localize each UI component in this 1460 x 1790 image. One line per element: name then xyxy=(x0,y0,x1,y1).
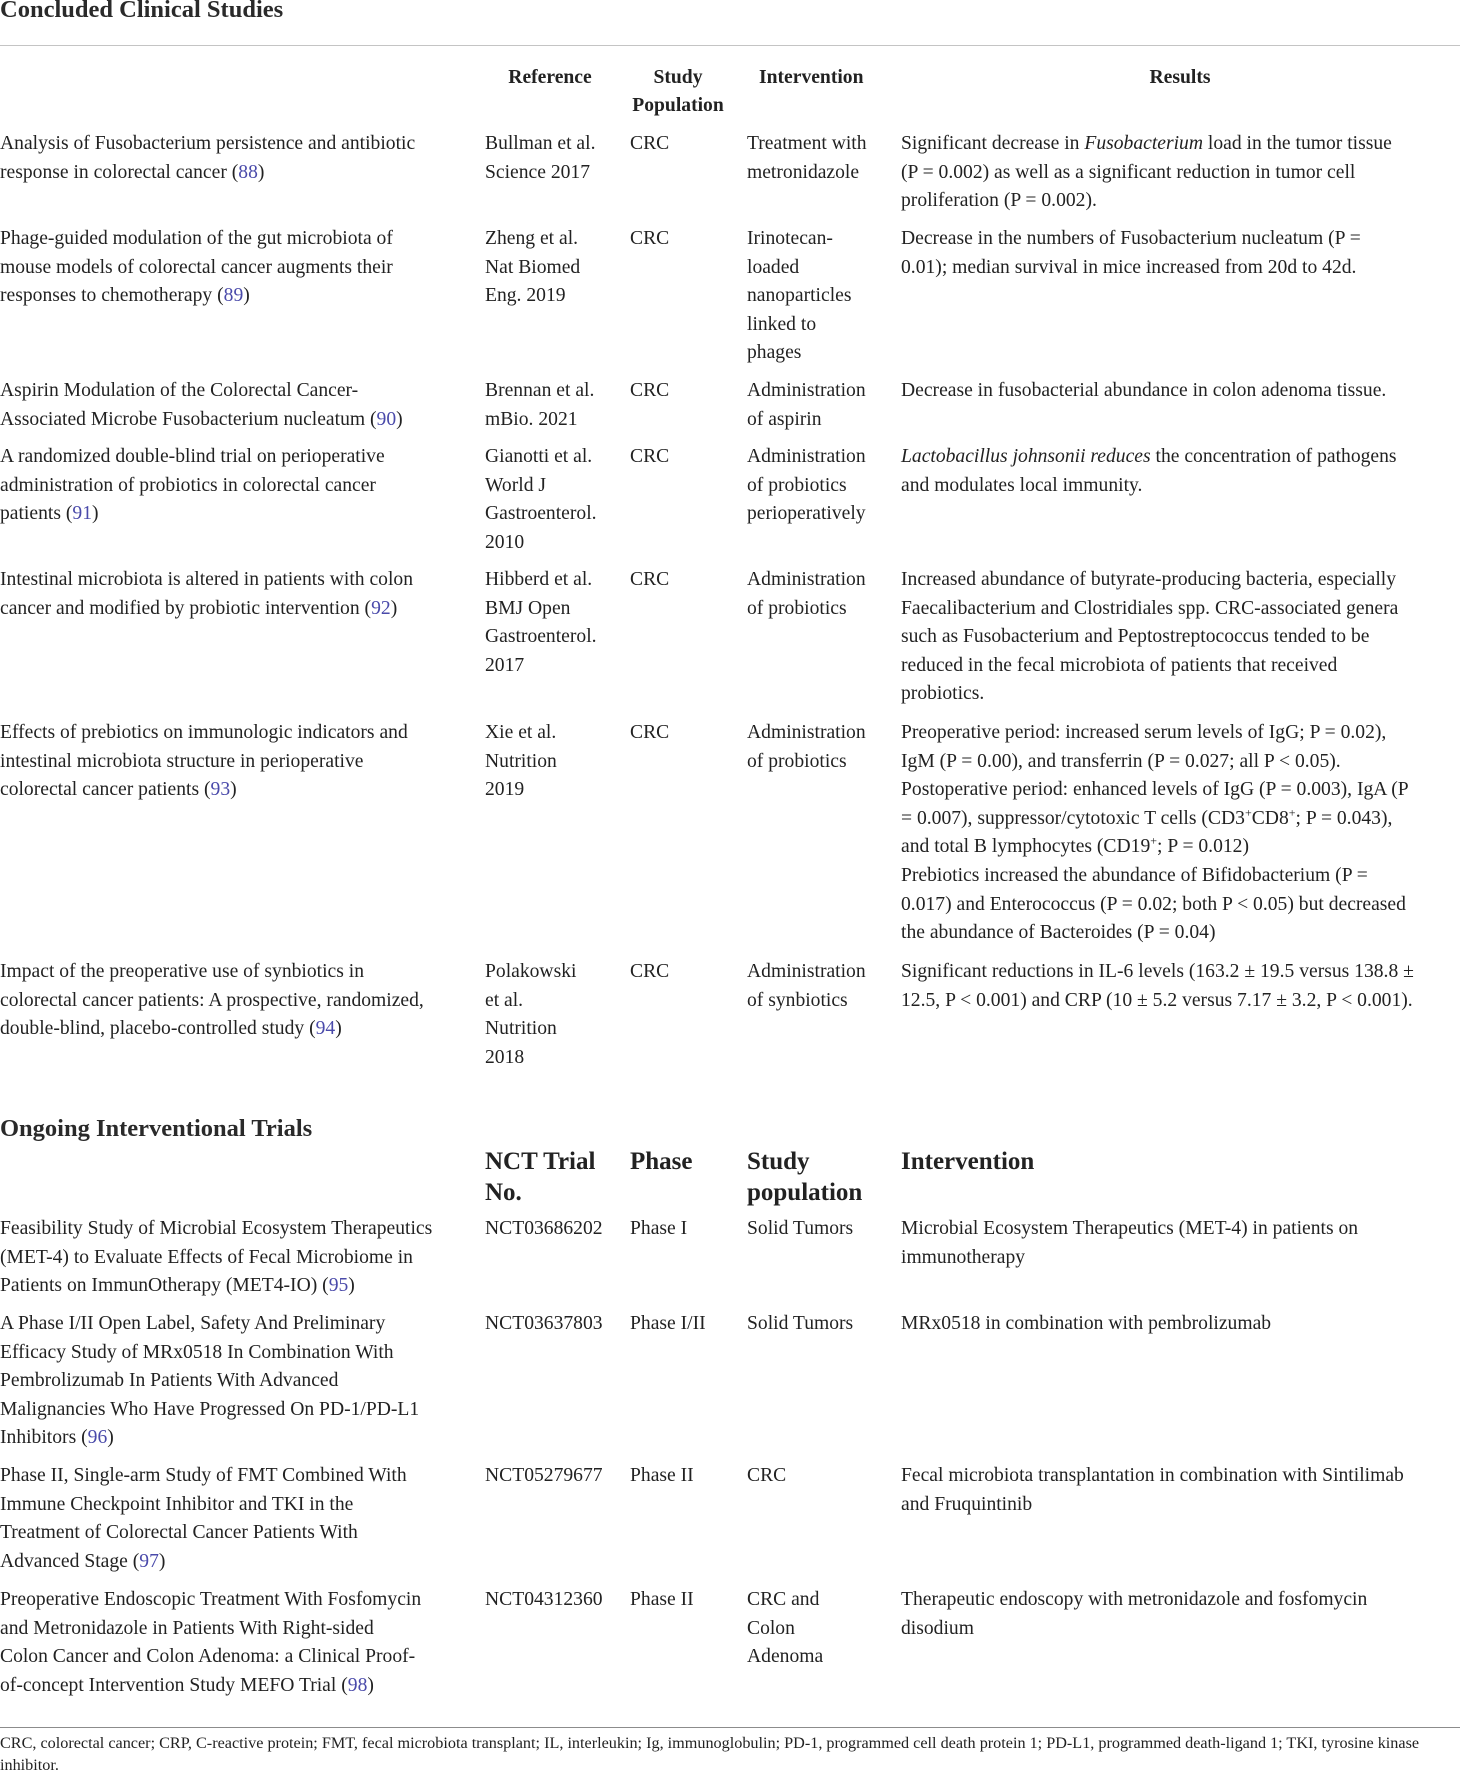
table-row-population: CRC xyxy=(630,133,670,154)
col-header-population: Study population xyxy=(747,1148,863,1206)
table-row-results: Decrease in fusobacterial abundance in colon adenoma tissue. xyxy=(901,380,1387,401)
table-row-title: Aspirin Modulation of the Colorectal Cancer- Associated Microbe Fusobacterium nucleatum (90) xyxy=(0,380,403,430)
col-header-reference: Reference xyxy=(508,67,592,88)
table-row-population: CRC xyxy=(630,380,670,401)
table-row-results: Significant reductions in IL-6 levels (163.2 ± 19.5 versus 138.8 ± 12.5, P < 0.001) and CRP (10 ± 5.2 versus 7.17 ± 3.2, P < 0.001). xyxy=(901,961,1414,1011)
ongoing-section-title: Ongoing Interventional Trials xyxy=(0,1115,313,1142)
col-header-population: Study Population xyxy=(632,67,724,116)
table-row-results: Lactobacillus johnsonii reduces the concentration of pathogens and modulates local immunity. xyxy=(901,446,1397,496)
top-divider xyxy=(0,45,1460,46)
citation-link[interactable]: 97 xyxy=(139,1550,159,1572)
col-header-nct: NCT Trial No. xyxy=(485,1148,596,1206)
table-row-population: Solid Tumors xyxy=(747,1218,854,1239)
citation-link[interactable]: 94 xyxy=(315,1018,336,1040)
table-row-population: CRC xyxy=(630,569,670,590)
citation-link[interactable]: 96 xyxy=(87,1427,108,1449)
table-row-intervention: Fecal microbiota transplantation in combination with Sintilimab and Fruquintinib xyxy=(901,1465,1404,1515)
table-row-reference: Xie et al. Nutrition 2019 xyxy=(485,722,557,801)
table-row-reference: Gianotti et al. World J Gastroenterol. 2010 xyxy=(485,446,597,553)
table-row-title: A randomized double-blind trial on perioperative administration of probiotics in colorectal cancer patients (91) xyxy=(0,446,385,525)
table-row-results: Decrease in the numbers of Fusobacterium nucleatum (P = 0.01); median survival in mice increased from 20d to 42d. xyxy=(901,228,1361,278)
table-row-title: Impact of the preoperative use of synbiotics in colorectal cancer patients: A prospective, randomized, double-blind, placebo-controlled study (94) xyxy=(0,961,424,1040)
footnote-divider xyxy=(0,1727,1460,1728)
citation-link[interactable]: 93 xyxy=(210,779,231,801)
table-row-reference: Polakowski et al. Nutrition 2018 xyxy=(485,961,577,1068)
table-row-reference: Zheng et al. Nat Biomed Eng. 2019 xyxy=(485,228,581,307)
table-row-population: CRC xyxy=(630,446,670,467)
table-row-title: Phase II, Single-arm Study of FMT Combined With Immune Checkpoint Inhibitor and TKI in the Treatment of Colorectal Cancer Patients With Advanced Stage (97) xyxy=(0,1465,407,1572)
table-row-intervention: Irinotecan- loaded nanoparticles linked to phages xyxy=(747,228,852,364)
table-row-intervention: Microbial Ecosystem Therapeutics (MET-4) in patients on immunotherapy xyxy=(901,1218,1359,1268)
table-row-title: A Phase I/II Open Label, Safety And Preliminary Efficacy Study of MRx0518 In Combination With Pembrolizumab In Patients With Advanced Malignancies Who Have Progressed On PD-1/PD-L1 Inhibitors (96) xyxy=(0,1313,420,1449)
table-row-phase: Phase II xyxy=(630,1465,694,1486)
table-row-phase: Phase I/II xyxy=(630,1313,706,1334)
table-row-intervention: Administration of probiotics perioperatively xyxy=(747,446,866,525)
table-row-reference: Hibberd et al. BMJ Open Gastroenterol. 2017 xyxy=(485,569,597,676)
table-row-population: CRC xyxy=(630,228,670,249)
table-row-nct: NCT03637803 xyxy=(485,1313,603,1334)
citation-link[interactable]: 98 xyxy=(347,1674,368,1696)
citation-link[interactable]: 92 xyxy=(371,597,391,619)
table-row-intervention: Administration of probiotics xyxy=(747,569,866,619)
citation-link[interactable]: 95 xyxy=(328,1275,349,1297)
citation-link[interactable]: 88 xyxy=(238,161,258,183)
table-row-title: Effects of prebiotics on immunologic indicators and intestinal microbiota structure in perioperative colorectal cancer patients (93) xyxy=(0,722,408,801)
table-row-title: Intestinal microbiota is altered in patients with colon cancer and modified by probiotic intervention (92) xyxy=(0,569,413,619)
table-row-intervention: MRx0518 in combination with pembrolizumab xyxy=(901,1313,1272,1334)
table-row-title: Phage-guided modulation of the gut microbiota of mouse models of colorectal cancer augments their responses to chemotherapy (89) xyxy=(0,228,393,307)
table-row-population: CRC xyxy=(630,961,670,982)
table-row-population: CRC xyxy=(630,722,670,743)
table-row-population: Solid Tumors xyxy=(747,1313,854,1334)
col-header-intervention: Intervention xyxy=(759,67,864,88)
table-row-title: Analysis of Fusobacterium persistence and antibiotic response in colorectal cancer (88) xyxy=(0,133,416,183)
table-row-phase: Phase I xyxy=(630,1218,688,1239)
table-row-population: CRC and Colon Adenoma xyxy=(747,1589,824,1668)
concluded-section-title: Concluded Clinical Studies xyxy=(0,0,284,23)
table-row-intervention: Administration of aspirin xyxy=(747,380,866,430)
citation-link[interactable]: 91 xyxy=(72,503,92,525)
table-row-intervention: Administration of probiotics xyxy=(747,722,866,772)
table-row-phase: Phase II xyxy=(630,1589,694,1610)
table-row-results: Preoperative period: increased serum levels of IgG; P = 0.02), IgM (P = 0.00), and transferrin (P = 0.027; all P < 0.05). Postoperative period: enhanced levels of IgG (P = 0.003), IgA (P = 0.007), suppressor/cytotoxic T cells (CD3+CD8+; P = 0.043), and total B lymphocytes (CD19+; P = 0.012) Prebiotics increased the abundance of Bifidobacterium (P = 0.017) and Enterococcus (P = 0.02; both P < 0.05) but decreased the abundance of Bacteroides (P = 0.04) xyxy=(901,722,1409,944)
table-footnote: CRC, colorectal cancer; CRP, C-reactive protein; FMT, fecal microbiota transplant; IL, interleukin; Ig, immunoglobulin; PD-1, programmed cell death protein 1; PD-L1, programmed death-ligand 1; TKI, tyrosine kinase inhibitor. xyxy=(0,1734,1420,1774)
table-row-title: Preoperative Endoscopic Treatment With Fosfomycin and Metronidazole in Patients With Right-sided Colon Cancer and Colon Adenoma: a Clinical Proof- of-concept Intervention Study MEFO Trial (98) xyxy=(0,1589,422,1696)
table-row-intervention: Treatment with metronidazole xyxy=(747,133,867,183)
table-row-intervention: Therapeutic endoscopy with metronidazole and fosfomycin disodium xyxy=(901,1589,1368,1639)
table-row-title: Feasibility Study of Microbial Ecosystem Therapeutics (MET-4) to Evaluate Effects of Fecal Microbiome in Patients on ImmunOtherapy (MET4-IO) (95) xyxy=(0,1218,433,1297)
citation-link[interactable]: 90 xyxy=(376,408,397,430)
table-row-nct: NCT03686202 xyxy=(485,1218,603,1239)
table-row-population: CRC xyxy=(747,1465,787,1486)
table-row-intervention: Administration of synbiotics xyxy=(747,961,866,1011)
col-header-intervention: Intervention xyxy=(901,1148,1035,1175)
col-header-results: Results xyxy=(1149,67,1211,88)
table-row-results: Significant decrease in Fusobacterium load in the tumor tissue (P = 0.002) as well as a significant reduction in tumor cell proliferation (P = 0.002). xyxy=(901,133,1392,212)
citation-link[interactable]: 89 xyxy=(223,285,244,307)
table-row-reference: Bullman et al. Science 2017 xyxy=(485,133,596,183)
table-row-results: Increased abundance of butyrate-producing bacteria, especially Faecalibacterium and Clostridiales spp. CRC-associated genera such as Fusobacterium and Peptostreptococcus tended to be reduced in the fecal microbiota of patients that received probiotics. xyxy=(901,569,1399,705)
table-row-nct: NCT05279677 xyxy=(485,1465,603,1486)
table-row-reference: Brennan et al. mBio. 2021 xyxy=(485,380,595,430)
table-row-nct: NCT04312360 xyxy=(485,1589,603,1610)
col-header-phase: Phase xyxy=(630,1148,693,1175)
